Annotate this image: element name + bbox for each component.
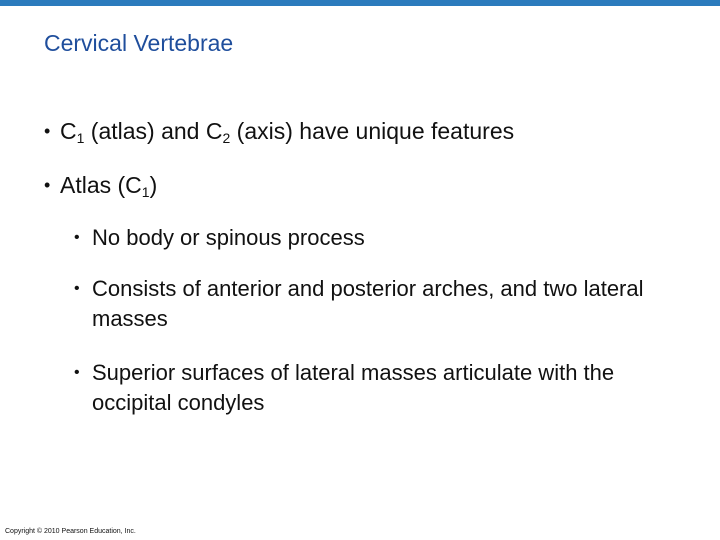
bullet-text: No body or spinous process — [92, 225, 365, 250]
bullet-c1-c2-unique-features — [44, 116, 514, 146]
bullet-text: Atlas $(C_1)$ — [60, 172, 158, 200]
sub-bullet-no-body — [74, 223, 692, 253]
bullet-dot-icon: • — [74, 280, 80, 297]
sub-bullet-arches-masses — [74, 274, 692, 334]
copyright-notice: Copyright © 2010 Pearson Education, Inc. — [5, 528, 136, 535]
bullet-text: Consists of anterior and posterior arches, and two lateral masses — [92, 276, 644, 331]
sub-bullet-superior-surfaces — [74, 358, 692, 418]
bullet-dot-icon: • — [74, 364, 80, 381]
bullet-dot-icon: • — [74, 229, 80, 246]
bullet-text: Superior surfaces of lateral masses articulate with the occipital condyles — [92, 360, 615, 415]
top-accent-bar — [0, 0, 720, 6]
bullet-text: $C_1$ (atlas) and $C_2$ (axis) have unique features — [60, 118, 515, 146]
bullet-atlas — [44, 170, 157, 200]
bullet-dot-icon: • — [44, 121, 51, 141]
slide-title: Cervical Vertebrae — [44, 30, 234, 56]
bullet-dot-icon: • — [44, 175, 51, 195]
